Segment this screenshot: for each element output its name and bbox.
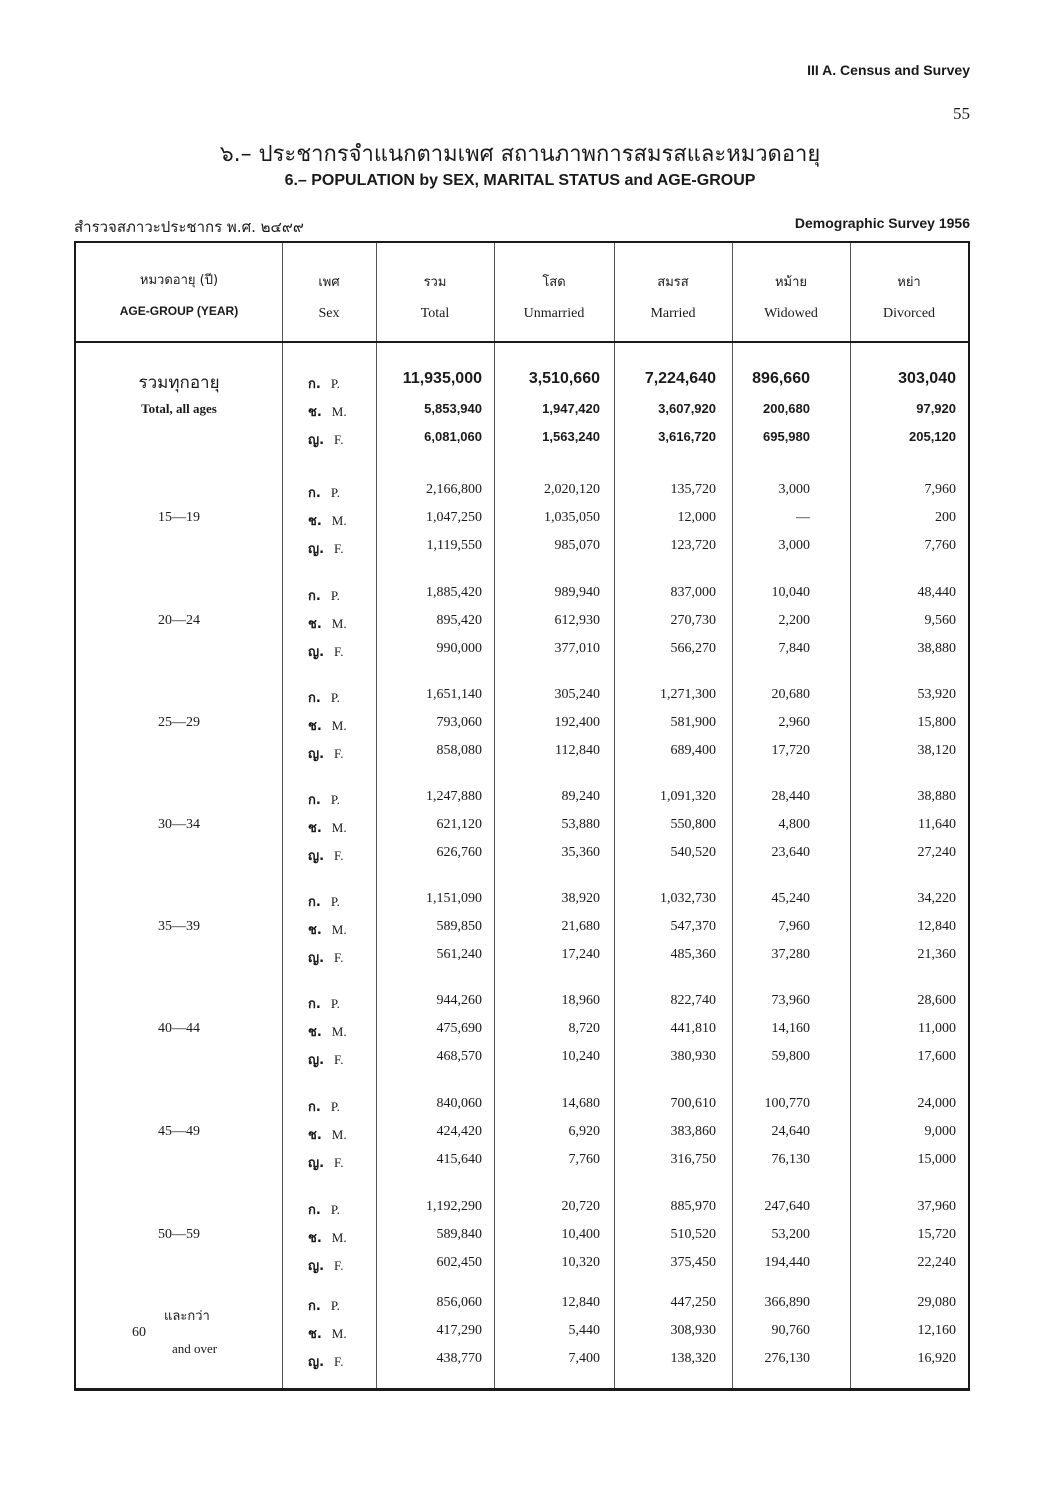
table-cell: 383,860 (670, 1124, 716, 1139)
sex-label-thai: ก. (308, 377, 321, 392)
age-group-label: 30—34 (158, 817, 200, 832)
column-header-married (614, 271, 732, 322)
table-cell: 7,840 (778, 641, 810, 656)
table-cell: 37,280 (771, 947, 810, 962)
table-cell: 885,970 (670, 1199, 716, 1214)
table-cell: 550,800 (670, 817, 716, 832)
sex-label (308, 1323, 347, 1344)
table-cell: 316,750 (670, 1152, 716, 1167)
table-cell: 38,920 (561, 891, 600, 906)
sex-label-english: M. (331, 513, 347, 528)
sex-label-thai: ญ. (308, 645, 325, 660)
sex-label-thai: ก. (308, 486, 321, 501)
column-header-sex (282, 271, 376, 322)
column-header-english: Married (650, 306, 696, 321)
table-cell: 1,947,420 (542, 401, 600, 416)
table-cell: 447,250 (670, 1295, 716, 1310)
sex-label-thai: ช. (308, 1327, 322, 1342)
table-cell: 10,240 (561, 1049, 600, 1064)
title-english: 6.– POPULATION by SEX, MARITAL STATUS and AGE-GROUP (284, 172, 756, 189)
table-cell: 29,080 (917, 1295, 956, 1310)
table-cell: 11,640 (918, 817, 956, 832)
table-cell: 73,960 (771, 993, 810, 1008)
sex-label (308, 1227, 347, 1248)
column-header-thai: หม้าย (774, 275, 808, 290)
table-cell: 38,120 (917, 743, 956, 758)
table-cell: 793,060 (436, 715, 482, 730)
table-cell: 989,940 (554, 585, 600, 600)
sex-label (308, 1255, 343, 1276)
table-cell: 895,420 (436, 613, 482, 628)
table-cell: 4,800 (778, 817, 810, 832)
sex-label-thai: ช. (308, 1231, 322, 1246)
table-cell: 602,450 (436, 1255, 482, 1270)
table-cell: 561,240 (436, 947, 482, 962)
table-cell: 2,960 (778, 715, 810, 730)
table-cell: 5,440 (568, 1323, 600, 1338)
sex-label (308, 1124, 347, 1145)
table-cell: 3,616,720 (658, 429, 716, 444)
sex-label-english: F. (334, 644, 344, 659)
table-cell: 375,450 (670, 1255, 716, 1270)
table-cell: 3,607,920 (658, 401, 716, 416)
sex-label-thai: ก. (308, 895, 321, 910)
table-cell: 7,960 (924, 482, 956, 497)
table-cell: 896,660 (752, 370, 810, 387)
sex-label-thai: ช. (308, 1128, 322, 1143)
table-cell: 76,130 (771, 1152, 810, 1167)
sex-label-english: F. (334, 1258, 344, 1273)
table-cell: 475,690 (436, 1021, 482, 1036)
sex-label-thai: ช. (308, 514, 322, 529)
sex-label-english: P. (330, 1202, 340, 1217)
sex-label-english: M. (331, 820, 347, 835)
sex-label (308, 817, 347, 838)
table-cell: 1,032,730 (660, 891, 716, 906)
table-cell: 626,760 (436, 845, 482, 860)
table-cell: 21,680 (561, 919, 600, 934)
table-cell: 24,000 (917, 1096, 956, 1111)
table-cell: 35,360 (561, 845, 600, 860)
sex-label (308, 1021, 347, 1042)
table-cell: 16,920 (917, 1351, 956, 1366)
table-cell: 12,840 (561, 1295, 600, 1310)
sex-label-english: P. (330, 1298, 340, 1313)
table-cell: 247,640 (764, 1199, 810, 1214)
table-cell: 858,080 (436, 743, 482, 758)
table-cell: 1,192,290 (426, 1199, 482, 1214)
column-header-thai: รวม (423, 275, 447, 290)
table-cell: 17,720 (771, 743, 810, 758)
sex-label-thai: ช. (308, 719, 322, 734)
sex-label (308, 613, 347, 634)
sex-label-thai: ญ. (308, 747, 325, 762)
table-cell: 14,160 (771, 1021, 810, 1036)
table-cell: 276,130 (764, 1351, 810, 1366)
sex-label-thai: ช. (308, 617, 322, 632)
table-cell: 17,240 (561, 947, 600, 962)
sex-label-thai: ญ. (308, 1355, 325, 1370)
sex-label (308, 891, 340, 912)
table-cell: — (796, 510, 810, 525)
table-cell: 8,720 (568, 1021, 600, 1036)
table-cell: 3,000 (778, 482, 810, 497)
table-cell: 822,740 (670, 993, 716, 1008)
sex-label-thai: ญ. (308, 1156, 325, 1171)
sex-label-english: M. (331, 1024, 347, 1039)
table-cell: 1,563,240 (542, 429, 600, 444)
column-header-english: Sex (318, 306, 340, 321)
age-group-label-thai: รวมทุกอายุ (138, 373, 220, 393)
sex-label-thai: ก. (308, 1299, 321, 1314)
column-header-thai: เพศ (318, 275, 340, 290)
sex-label (308, 743, 343, 764)
age-group-label: 60 (132, 1325, 146, 1340)
sex-label (308, 482, 340, 503)
sex-label (308, 1049, 343, 1070)
sex-label (308, 947, 343, 968)
sex-label (308, 510, 347, 531)
table-cell: 1,885,420 (426, 585, 482, 600)
subtitle-thai: สำรวจสภาวะประชากร พ.ศ. ๒๔๙๙ (74, 218, 304, 236)
sex-label-thai: ญ. (308, 433, 325, 448)
column-divider (282, 243, 283, 1388)
table-cell: 1,091,320 (660, 789, 716, 804)
sex-label-english: M. (331, 1230, 347, 1245)
table-cell: 366,890 (764, 1295, 810, 1310)
table-cell: 689,400 (670, 743, 716, 758)
sex-label (308, 429, 343, 450)
table-cell: 589,840 (436, 1227, 482, 1242)
table-cell: 3,510,660 (528, 370, 600, 387)
column-divider (614, 243, 615, 1388)
column-header-english: Total (420, 306, 450, 321)
sex-label (308, 789, 340, 810)
table-cell: 12,840 (917, 919, 956, 934)
table-cell: 53,880 (561, 817, 600, 832)
subtitle-english: Demographic Survey 1956 (794, 215, 970, 231)
sex-label-english: M. (331, 718, 347, 733)
column-divider (376, 243, 377, 1388)
table-cell: 308,930 (670, 1323, 716, 1338)
column-header-thai: หมวดอายุ (ปี) (139, 273, 219, 288)
table-cell: 15,000 (917, 1152, 956, 1167)
sex-label-thai: ช. (308, 821, 322, 836)
sex-label (308, 845, 343, 866)
table-cell: 1,247,880 (426, 789, 482, 804)
sex-label-thai: ญ. (308, 849, 325, 864)
column-header-total (376, 271, 494, 322)
table-cell: 205,120 (909, 429, 956, 444)
table-cell: 53,920 (917, 687, 956, 702)
table-cell: 589,850 (436, 919, 482, 934)
column-header-english: Unmarried (523, 306, 585, 321)
sex-label (308, 373, 340, 394)
age-group-label: 25—29 (158, 715, 200, 730)
table-cell: 547,370 (670, 919, 716, 934)
table-cell: 200 (935, 510, 956, 525)
sex-label (308, 1295, 340, 1316)
table-cell: 53,200 (771, 1227, 810, 1242)
sex-label-english: P. (330, 376, 340, 391)
table-cell: 135,720 (670, 482, 716, 497)
sex-label-english: F. (334, 848, 344, 863)
table-cell: 581,900 (670, 715, 716, 730)
sex-label-english: P. (330, 588, 340, 603)
sex-label-english: P. (330, 485, 340, 500)
table-cell: 856,060 (436, 1295, 482, 1310)
sex-label-thai: ญ. (308, 542, 325, 557)
table-cell: 59,800 (771, 1049, 810, 1064)
table-cell: 89,240 (561, 789, 600, 804)
table-cell: 485,360 (670, 947, 716, 962)
table-cell: 7,760 (568, 1152, 600, 1167)
column-header-thai: โสด (542, 275, 566, 290)
table-cell: 6,081,060 (424, 429, 482, 444)
table-cell: 24,640 (771, 1124, 810, 1139)
table-cell: 380,930 (670, 1049, 716, 1064)
sex-label-english: F. (334, 1052, 344, 1067)
table-cell: 90,760 (771, 1323, 810, 1338)
table-cell: 468,570 (436, 1049, 482, 1064)
table-cell: 840,060 (436, 1096, 482, 1111)
table-cell: 11,935,000 (402, 370, 482, 387)
table-cell: 15,720 (917, 1227, 956, 1242)
sex-label-english: P. (330, 894, 340, 909)
sex-label-english: P. (330, 1099, 340, 1114)
column-header-age (76, 269, 282, 318)
age-group-label: 20—24 (158, 613, 200, 628)
column-divider (850, 243, 851, 1388)
table-cell: 2,200 (778, 613, 810, 628)
column-header-divorced (850, 271, 968, 322)
title-thai: ๖.– ประชากรจำแนกตามเพศ สถานภาพการสมรสและหมวดอายุ (219, 142, 821, 167)
sex-label-english: F. (334, 746, 344, 761)
sex-label (308, 1096, 340, 1117)
table-cell: 7,760 (924, 538, 956, 553)
table-cell: 34,220 (917, 891, 956, 906)
table-cell: 305,240 (554, 687, 600, 702)
table-cell: 417,290 (436, 1323, 482, 1338)
sex-label-thai: ช. (308, 1025, 322, 1040)
table-cell: 837,000 (670, 585, 716, 600)
table-cell: 11,000 (918, 1021, 956, 1036)
table-cell: 424,420 (436, 1124, 482, 1139)
table-cell: 28,600 (917, 993, 956, 1008)
table-cell: 10,040 (771, 585, 810, 600)
age-group-label-thai: และกว่า (164, 1309, 210, 1324)
sex-label-english: M. (331, 404, 347, 419)
table-cell: 540,520 (670, 845, 716, 860)
table-cell: 621,120 (436, 817, 482, 832)
sex-label-thai: ก. (308, 793, 321, 808)
table-cell: 566,270 (670, 641, 716, 656)
column-header-thai: หย่า (897, 275, 921, 290)
table-cell: 27,240 (917, 845, 956, 860)
table-cell: 944,260 (436, 993, 482, 1008)
table-cell: 1,151,090 (426, 891, 482, 906)
sex-label (308, 401, 347, 422)
table-cell: 15,800 (917, 715, 956, 730)
sex-label-thai: ญ. (308, 1259, 325, 1274)
population-table (74, 241, 970, 1391)
sex-label-english: M. (331, 1127, 347, 1142)
column-divider (732, 243, 733, 1388)
table-cell: 1,119,550 (426, 538, 482, 553)
sex-label (308, 1152, 343, 1173)
table-cell: 415,640 (436, 1152, 482, 1167)
column-header-english: AGE-GROUP (YEAR) (119, 304, 239, 318)
table-cell: 18,960 (561, 993, 600, 1008)
column-header-widowed (732, 271, 850, 322)
table-cell: 270,730 (670, 613, 716, 628)
sex-label (308, 993, 340, 1014)
sex-label-thai: ก. (308, 997, 321, 1012)
table-cell: 97,920 (916, 401, 956, 416)
table-cell: 1,047,250 (426, 510, 482, 525)
table-cell: 192,400 (554, 715, 600, 730)
table-cell: 985,070 (554, 538, 600, 553)
page-number: 55 (953, 104, 970, 123)
age-group-label-english: and over (172, 1341, 218, 1356)
table-cell: 38,880 (917, 789, 956, 804)
table-cell: 612,930 (554, 613, 600, 628)
sex-label-english: F. (334, 1354, 344, 1369)
table-cell: 990,000 (436, 641, 482, 656)
section-label: III A. Census and Survey (807, 62, 970, 78)
table-cell: 194,440 (764, 1255, 810, 1270)
sex-label-thai: ก. (308, 691, 321, 706)
table-cell: 2,020,120 (544, 482, 600, 497)
table-cell: 9,560 (924, 613, 956, 628)
table-cell: 10,320 (561, 1255, 600, 1270)
sex-label (308, 641, 343, 662)
table-cell: 37,960 (917, 1199, 956, 1214)
sex-label-english: F. (334, 432, 344, 447)
table-cell: 1,035,050 (544, 510, 600, 525)
sex-label-thai: ญ. (308, 951, 325, 966)
table-cell: 7,400 (568, 1351, 600, 1366)
age-group-label: 15—19 (158, 510, 200, 525)
sex-label-english: F. (334, 541, 344, 556)
table-cell: 9,000 (924, 1124, 956, 1139)
table-cell: 200,680 (763, 401, 810, 416)
sex-label (308, 585, 340, 606)
age-group-label: 50—59 (158, 1227, 200, 1242)
age-group-label: 40—44 (158, 1021, 200, 1036)
table-cell: 10,400 (561, 1227, 600, 1242)
table-cell: 7,960 (778, 919, 810, 934)
table-cell: 100,770 (764, 1096, 810, 1111)
sex-label (308, 687, 340, 708)
table-cell: 6,920 (568, 1124, 600, 1139)
table-cell: 377,010 (554, 641, 600, 656)
sex-label-english: P. (330, 690, 340, 705)
table-cell: 1,271,300 (660, 687, 716, 702)
table-cell: 17,600 (917, 1049, 956, 1064)
table-cell: 38,880 (917, 641, 956, 656)
table-cell: 12,160 (917, 1323, 956, 1338)
table-cell: 20,720 (561, 1199, 600, 1214)
sex-label-english: F. (334, 1155, 344, 1170)
table-cell: 1,651,140 (426, 687, 482, 702)
sex-label-thai: ช. (308, 405, 322, 420)
table-cell: 48,440 (917, 585, 956, 600)
sex-label-thai: ช. (308, 923, 322, 938)
column-header-thai: สมรส (657, 275, 689, 290)
table-cell: 14,680 (561, 1096, 600, 1111)
table-cell: 7,224,640 (644, 370, 716, 387)
age-group-label: 35—39 (158, 919, 200, 934)
sex-label (308, 538, 343, 559)
sex-label (308, 715, 347, 736)
column-header-english: Divorced (882, 306, 936, 321)
table-cell: 112,840 (555, 743, 600, 758)
sex-label-english: M. (331, 1326, 347, 1341)
table-cell: 303,040 (898, 370, 956, 387)
table-cell: 700,610 (670, 1096, 716, 1111)
table-cell: 23,640 (771, 845, 810, 860)
sex-label-english: M. (331, 922, 347, 937)
table-cell: 5,853,940 (424, 401, 482, 416)
sex-label-english: P. (330, 792, 340, 807)
age-group-label: 45—49 (158, 1124, 200, 1139)
table-cell: 45,240 (771, 891, 810, 906)
column-header-english: Widowed (764, 306, 818, 321)
header-rule (76, 341, 968, 343)
sex-label (308, 1199, 340, 1220)
table-cell: 12,000 (677, 510, 716, 525)
age-group-label: Total, all ages (141, 401, 217, 416)
sex-label (308, 919, 347, 940)
table-cell: 138,320 (670, 1351, 716, 1366)
sex-label-english: P. (330, 996, 340, 1011)
table-cell: 22,240 (917, 1255, 956, 1270)
column-header-unmarried (494, 271, 614, 322)
table-cell: 441,810 (670, 1021, 716, 1036)
table-cell: 2,166,800 (426, 482, 482, 497)
table-cell: 21,360 (917, 947, 956, 962)
sex-label-thai: ญ. (308, 1053, 325, 1068)
sex-label-english: M. (331, 616, 347, 631)
sex-label-thai: ก. (308, 1203, 321, 1218)
column-divider (494, 243, 495, 1388)
table-cell: 28,440 (771, 789, 810, 804)
table-cell: 20,680 (771, 687, 810, 702)
sex-label-thai: ก. (308, 589, 321, 604)
table-cell: 695,980 (763, 429, 810, 444)
table-cell: 123,720 (670, 538, 716, 553)
table-cell: 510,520 (670, 1227, 716, 1242)
sex-label-english: F. (334, 950, 344, 965)
table-cell: 438,770 (436, 1351, 482, 1366)
sex-label (308, 1351, 343, 1372)
table-cell: 3,000 (778, 538, 810, 553)
sex-label-thai: ก. (308, 1100, 321, 1115)
